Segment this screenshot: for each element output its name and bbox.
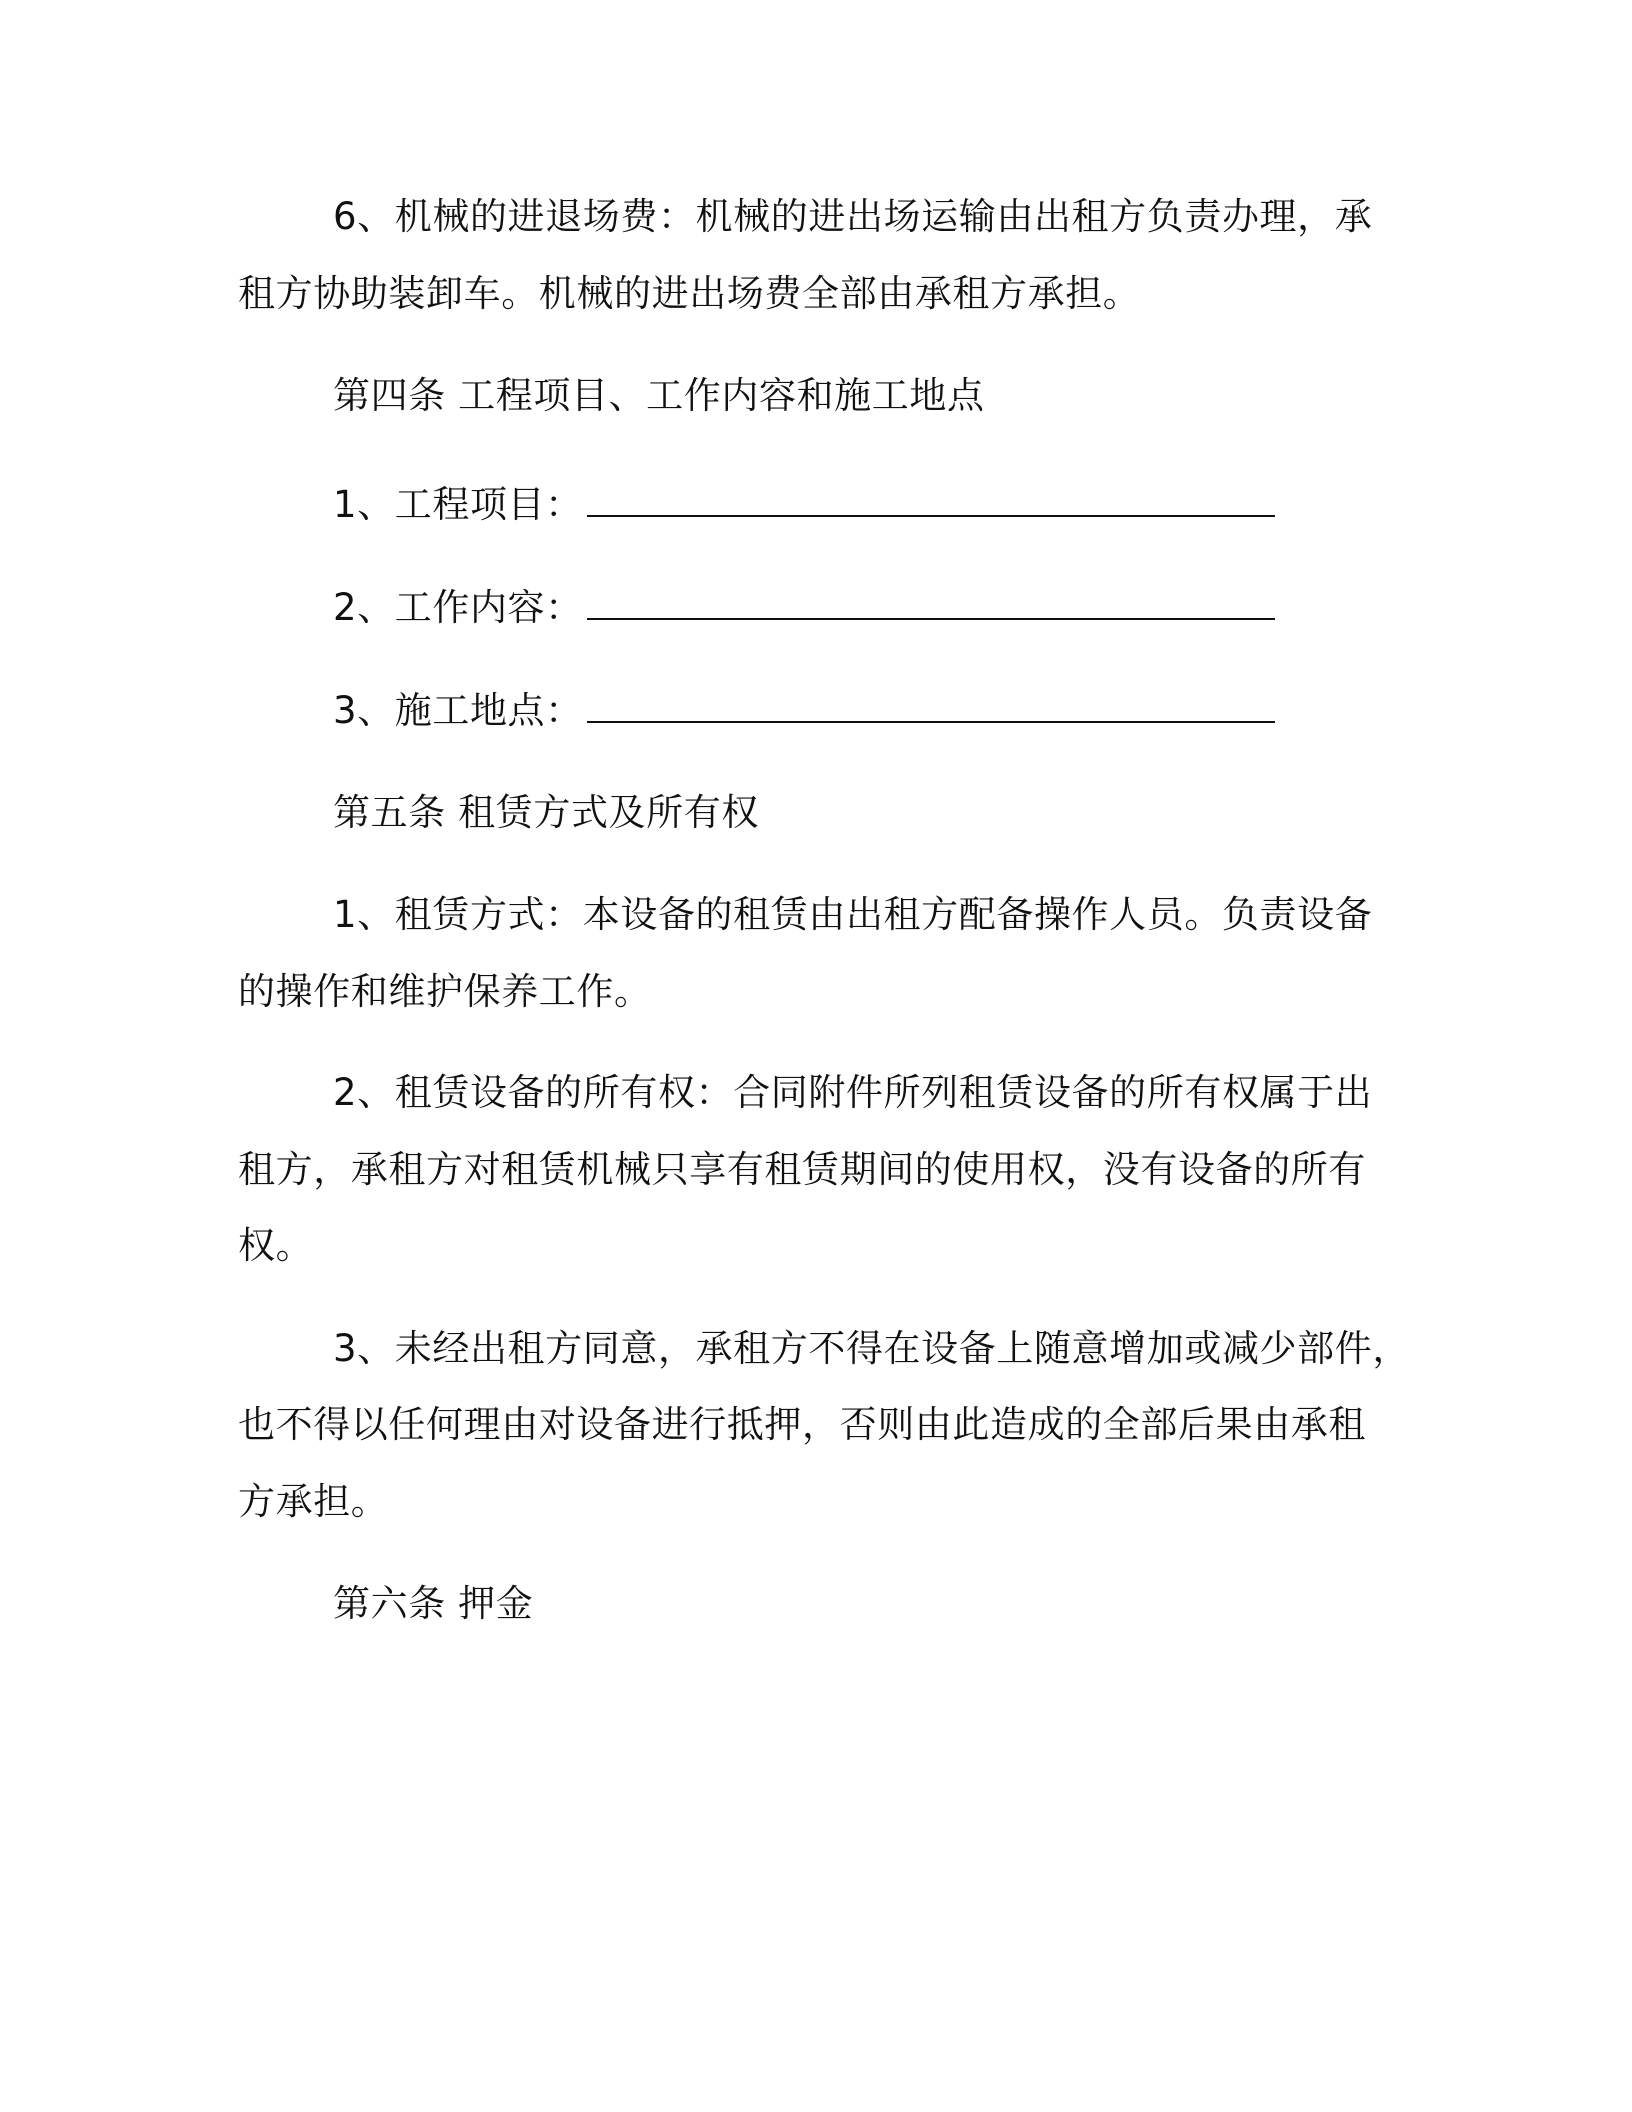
field-work-content bbox=[333, 586, 1275, 630]
para-5-3-line-1: 3、未经出租方同意，承租方不得在设备上随意增加或减少部件， bbox=[333, 1327, 1410, 1370]
field-project-blank[interactable] bbox=[587, 485, 1275, 517]
field-project bbox=[333, 483, 1275, 527]
para-5-2-line-1: 2、租赁设备的所有权：合同附件所列租赁设备的所有权属于出 bbox=[333, 1071, 1373, 1114]
article-4-heading: 第四条 工程项目、工作内容和施工地点 bbox=[333, 374, 985, 417]
article-5-heading: 第五条 租赁方式及所有权 bbox=[333, 791, 759, 834]
field-work-content-label: 2、工作内容： bbox=[333, 586, 583, 629]
para-5-3-line-2: 也不得以任何理由对设备进行抵押，否则由此造成的全部后果由承租 bbox=[238, 1403, 1366, 1446]
field-work-content-blank[interactable] bbox=[587, 588, 1275, 620]
para-5-3-line-3: 方承担。 bbox=[238, 1480, 389, 1523]
para-5-1-line-2: 的操作和维护保养工作。 bbox=[238, 970, 652, 1013]
para-6-line-1: 6、机械的进退场费：机械的进出场运输由出租方负责办理，承 bbox=[333, 195, 1373, 238]
para-6-line-2: 租方协助装卸车。机械的进出场费全部由承租方承担。 bbox=[238, 272, 1141, 315]
para-5-2-line-2: 租方，承租方对租赁机械只享有租赁期间的使用权，没有设备的所有 bbox=[238, 1148, 1366, 1191]
article-6-heading: 第六条 押金 bbox=[333, 1582, 534, 1625]
field-site-label: 3、施工地点： bbox=[333, 689, 583, 732]
field-site-blank[interactable] bbox=[587, 691, 1275, 723]
field-project-label: 1、工程项目： bbox=[333, 483, 583, 526]
field-site bbox=[333, 689, 1275, 733]
para-5-2-line-3: 权。 bbox=[238, 1224, 314, 1267]
para-5-1-line-1: 1、租赁方式：本设备的租赁由出租方配备操作人员。负责设备 bbox=[333, 893, 1373, 936]
